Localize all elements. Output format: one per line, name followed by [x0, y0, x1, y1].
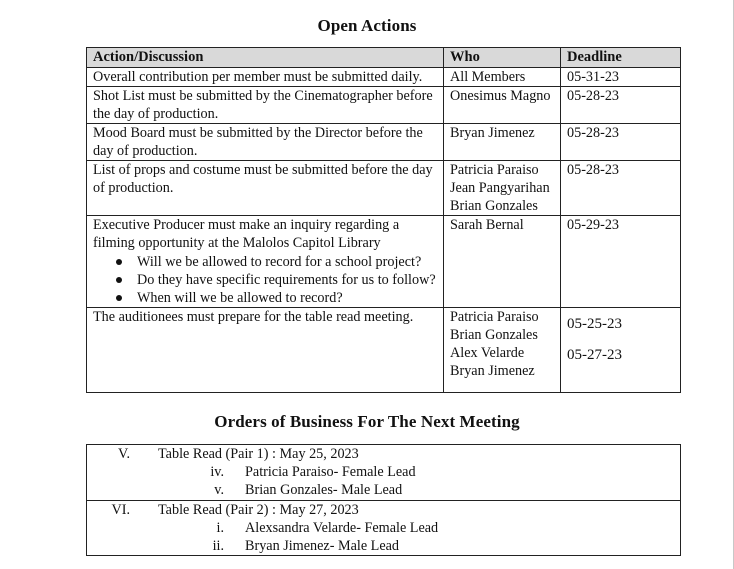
deadline-value: 05-31-23: [567, 69, 620, 85]
action-cell: The auditionees must prepare for the table read meeting.: [87, 308, 444, 393]
deadline-value: 05-28-23: [567, 162, 620, 178]
who-name: Onesimus Magno: [450, 88, 551, 104]
item-text: Bryan Jimenez- Male Lead: [245, 537, 400, 554]
who-name: Brian Gonzales: [450, 327, 538, 343]
agenda-heading: [87, 501, 680, 519]
item-text: Alexsandra Velarde- Female Lead: [245, 519, 439, 536]
action-cell: List of props and costume must be submitted before the day of production.: [87, 161, 444, 216]
open-actions-table: [86, 47, 681, 393]
item-numeral: i.: [216, 519, 224, 536]
action-cell: Overall contribution per member must be submitted daily.: [87, 68, 444, 87]
agenda-numeral: V.: [118, 446, 130, 462]
who-cell: [444, 124, 561, 161]
item-text: Patricia Paraiso- Female Lead: [245, 464, 416, 481]
deadline-value: 05-27-23: [567, 347, 622, 363]
who-cell: [444, 216, 561, 308]
who-cell: [444, 161, 561, 216]
action-text: Executive Producer must make an inquiry regarding a filming opportunity at the Malolos Capitol Library: [93, 217, 400, 251]
agenda-heading: [87, 445, 680, 463]
who-name: Patricia Paraiso: [450, 309, 539, 325]
deadline-cell: [561, 161, 681, 216]
deadline-cell: [561, 124, 681, 161]
action-cell: Shot List must be submitted by the Cinematographer before the day of production.: [87, 87, 444, 124]
who-name: Bryan Jimenez: [450, 125, 535, 141]
who-name: Jean Pangyarihan: [450, 180, 550, 196]
table-row: [87, 87, 681, 124]
list-item: Will we be allowed to record for a school project?: [137, 253, 443, 271]
deadline-cell: [561, 216, 681, 308]
table-header-row: [87, 48, 681, 68]
item-numeral: iv.: [210, 464, 224, 481]
business-section: [87, 445, 681, 501]
table-row: [87, 68, 681, 87]
table-row: [87, 124, 681, 161]
item-numeral: ii.: [212, 537, 224, 554]
orders-of-business-title: Orders of Business For The Next Meeting: [214, 412, 520, 431]
open-actions-title: Open Actions: [317, 16, 417, 35]
orders-of-business-table: [86, 444, 681, 556]
who-name: All Members: [450, 69, 526, 85]
list-item: Do they have specific requirements for us to follow?: [137, 271, 443, 289]
deadline-value: 05-25-23: [567, 316, 622, 332]
table-row: [87, 161, 681, 216]
who-name: Brian Gonzales: [450, 198, 538, 214]
list-item: [87, 463, 680, 481]
list-item: [87, 537, 680, 555]
item-numeral: v.: [214, 482, 224, 499]
header-who: Who: [444, 48, 561, 68]
business-section-cell: [87, 500, 681, 556]
who-cell: [444, 68, 561, 87]
agenda-label: Table Read (Pair 2) : May 27, 2023: [158, 501, 359, 518]
business-section: [87, 500, 681, 556]
item-text: Brian Gonzales- Male Lead: [245, 482, 403, 499]
who-name: Alex Velarde: [450, 345, 525, 361]
deadline-value: 05-28-23: [567, 88, 620, 104]
list-item: [87, 481, 680, 499]
deadline-cell: [561, 68, 681, 87]
action-cell: Mood Board must be submitted by the Director before the day of production.: [87, 124, 444, 161]
who-name: Bryan Jimenez: [450, 363, 535, 379]
who-name: Sarah Bernal: [450, 217, 524, 233]
deadline-value: 05-29-23: [567, 217, 620, 233]
deadline-cell: [561, 308, 681, 393]
deadline-value: 05-28-23: [567, 125, 620, 141]
agenda-numeral: VI.: [111, 501, 130, 518]
who-name: Patricia Paraiso: [450, 162, 539, 178]
who-cell: [444, 87, 561, 124]
business-section-cell: [87, 445, 681, 501]
who-cell: [444, 308, 561, 393]
inquiry-questions: [93, 253, 443, 307]
header-action: Action/Discussion: [87, 48, 444, 68]
list-item: [87, 519, 680, 537]
list-item: When will we be allowed to record?: [137, 289, 443, 307]
action-cell: [87, 216, 444, 308]
agenda-label: Table Read (Pair 1) : May 25, 2023: [158, 446, 359, 462]
table-row: [87, 308, 681, 393]
deadline-cell: [561, 87, 681, 124]
table-row: [87, 216, 681, 308]
header-deadline: Deadline: [561, 48, 681, 68]
